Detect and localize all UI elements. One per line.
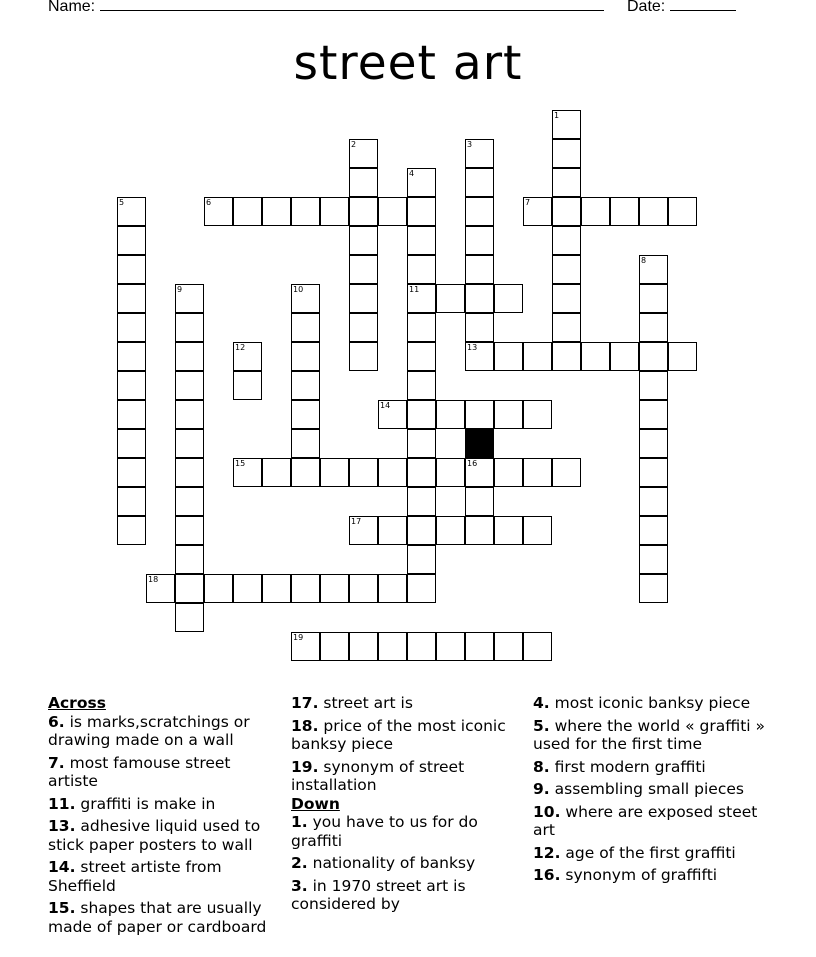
- grid-cell[interactable]: [552, 197, 581, 226]
- clue-number: 1: [554, 111, 560, 120]
- clue-number: 19: [293, 633, 304, 642]
- clue-number: 12: [235, 343, 246, 352]
- grid-cell[interactable]: [291, 342, 320, 371]
- clue-text: street art is: [318, 694, 413, 712]
- grid-cell[interactable]: [117, 400, 146, 429]
- grid-cell[interactable]: [117, 342, 146, 371]
- grid-cell[interactable]: [639, 342, 668, 371]
- clue-item: [533, 758, 769, 777]
- grid-cell[interactable]: [175, 284, 204, 313]
- grid-cell[interactable]: [349, 255, 378, 284]
- grid-cell[interactable]: [291, 400, 320, 429]
- clue-number: 17: [351, 517, 362, 526]
- clue-text: most famouse street artiste: [48, 753, 231, 790]
- grid-cell[interactable]: [320, 458, 349, 487]
- grid-cell[interactable]: [233, 371, 262, 400]
- grid-cell[interactable]: [233, 458, 262, 487]
- clue-item: [48, 713, 284, 750]
- clue-number: 18.: [291, 716, 319, 735]
- grid-cell[interactable]: [262, 458, 291, 487]
- grid-cell[interactable]: [175, 313, 204, 342]
- grid-cell[interactable]: [465, 284, 494, 313]
- grid-cell[interactable]: [349, 574, 378, 603]
- clue-item: [533, 694, 769, 713]
- grid-cell[interactable]: [407, 632, 436, 661]
- grid-cell[interactable]: [175, 400, 204, 429]
- clue-item: [291, 717, 525, 754]
- clue-number: 3: [467, 140, 473, 149]
- grid-cell[interactable]: [465, 487, 494, 516]
- grid-cell[interactable]: [436, 516, 465, 545]
- grid-cell[interactable]: [291, 429, 320, 458]
- grid-cell[interactable]: [465, 313, 494, 342]
- grid-cell[interactable]: [175, 545, 204, 574]
- down-heading: Down: [291, 794, 340, 813]
- clue-number: 16.: [533, 866, 561, 884]
- grid-cell[interactable]: [552, 255, 581, 284]
- clue-text: first modern graffiti: [549, 757, 706, 776]
- grid-cell[interactable]: [639, 458, 668, 487]
- grid-cell[interactable]: [407, 516, 436, 545]
- grid-cell[interactable]: [465, 226, 494, 255]
- grid-cell[interactable]: [320, 197, 349, 226]
- black-square: [465, 429, 494, 458]
- clue-number: 11: [409, 285, 420, 294]
- grid-cell[interactable]: [320, 632, 349, 661]
- grid-cell[interactable]: [465, 458, 494, 487]
- name-label: Name:: [48, 0, 96, 15]
- grid-cell[interactable]: [494, 400, 523, 429]
- grid-cell[interactable]: [262, 197, 291, 226]
- grid-cell[interactable]: [378, 458, 407, 487]
- clues-column-1: [48, 694, 284, 940]
- grid-cell[interactable]: [407, 226, 436, 255]
- clue-text: in 1970 street art is considered by: [291, 876, 466, 913]
- grid-cell[interactable]: [175, 429, 204, 458]
- clue-text: nationality of banksy: [307, 854, 476, 872]
- grid-cell[interactable]: [494, 342, 523, 371]
- grid-cell[interactable]: [378, 516, 407, 545]
- grid-cell[interactable]: [465, 139, 494, 168]
- grid-cell[interactable]: [233, 574, 262, 603]
- grid-cell[interactable]: [349, 284, 378, 313]
- clue-number: 8.: [533, 757, 550, 776]
- grid-cell[interactable]: [117, 487, 146, 516]
- grid-cell[interactable]: [552, 110, 581, 139]
- clue-text: synonym of street installation: [291, 757, 465, 794]
- grid-cell[interactable]: [291, 197, 320, 226]
- grid-cell[interactable]: [465, 632, 494, 661]
- grid-cell[interactable]: [204, 574, 233, 603]
- grid-cell[interactable]: [639, 487, 668, 516]
- clue-item: [533, 780, 769, 799]
- clue-number: 2.: [291, 854, 308, 872]
- grid-cell[interactable]: [465, 255, 494, 284]
- clue-number: 9: [177, 285, 183, 294]
- clue-number: 10: [293, 285, 304, 294]
- grid-cell[interactable]: [494, 284, 523, 313]
- clue-number: 17.: [291, 694, 319, 712]
- grid-cell[interactable]: [407, 487, 436, 516]
- grid-cell[interactable]: [639, 545, 668, 574]
- clue-number: 9.: [533, 780, 550, 798]
- grid-cell[interactable]: [175, 458, 204, 487]
- grid-cell[interactable]: [378, 574, 407, 603]
- grid-cell[interactable]: [610, 197, 639, 226]
- grid-cell[interactable]: [233, 342, 262, 371]
- grid-cell[interactable]: [639, 429, 668, 458]
- grid-cell[interactable]: [407, 458, 436, 487]
- clue-number: 4: [409, 169, 415, 178]
- grid-cell[interactable]: [175, 516, 204, 545]
- clue-number: 6: [206, 198, 212, 207]
- grid-cell[interactable]: [494, 516, 523, 545]
- grid-cell[interactable]: [552, 139, 581, 168]
- clue-text: where are exposed steet art: [533, 802, 758, 839]
- grid-cell[interactable]: [204, 197, 233, 226]
- grid-cell[interactable]: [349, 197, 378, 226]
- grid-cell[interactable]: [639, 197, 668, 226]
- grid-cell[interactable]: [465, 516, 494, 545]
- clue-number: 6.: [48, 712, 65, 731]
- grid-cell[interactable]: [407, 429, 436, 458]
- clue-number: 14.: [48, 858, 76, 876]
- grid-cell[interactable]: [407, 197, 436, 226]
- grid-cell[interactable]: [523, 342, 552, 371]
- clue-text: price of the most iconic banksy piece: [291, 716, 506, 753]
- grid-cell[interactable]: [668, 342, 697, 371]
- grid-cell[interactable]: [349, 313, 378, 342]
- grid-cell[interactable]: [117, 458, 146, 487]
- grid-cell[interactable]: [639, 574, 668, 603]
- clue-item: [291, 694, 525, 713]
- clue-text: synonym of graffifti: [560, 866, 718, 884]
- clues-column-2: [291, 694, 525, 918]
- clue-number: 1.: [291, 813, 308, 831]
- grid-cell[interactable]: [117, 516, 146, 545]
- grid-cell[interactable]: [610, 342, 639, 371]
- grid-cell[interactable]: [349, 458, 378, 487]
- grid-cell[interactable]: [436, 400, 465, 429]
- grid-cell[interactable]: [175, 574, 204, 603]
- clue-number: 4.: [533, 694, 550, 712]
- clue-number: 14: [380, 401, 391, 410]
- grid-cell[interactable]: [349, 168, 378, 197]
- grid-cell[interactable]: [407, 400, 436, 429]
- grid-cell[interactable]: [581, 342, 610, 371]
- clue-number: 10.: [533, 802, 561, 821]
- clue-text: where the world « graffiti » used for the first time: [533, 716, 766, 753]
- clue-text: street artiste from Sheffield: [48, 858, 222, 895]
- clue-number: 5.: [533, 716, 550, 735]
- grid-cell[interactable]: [465, 168, 494, 197]
- grid-cell[interactable]: [117, 313, 146, 342]
- grid-cell[interactable]: [291, 458, 320, 487]
- grid-cell[interactable]: [639, 371, 668, 400]
- clue-item: [533, 803, 769, 840]
- grid-cell[interactable]: [407, 342, 436, 371]
- clue-item: [291, 758, 525, 795]
- grid-cell[interactable]: [465, 197, 494, 226]
- grid-cell[interactable]: [175, 342, 204, 371]
- clue-number: 7.: [48, 753, 65, 772]
- clue-item: [291, 854, 525, 873]
- grid-cell[interactable]: [639, 516, 668, 545]
- grid-cell[interactable]: [117, 226, 146, 255]
- grid-cell[interactable]: [436, 458, 465, 487]
- clue-text: shapes that are usually made of paper or cardboard: [48, 899, 267, 936]
- grid-cell[interactable]: [378, 197, 407, 226]
- clue-text: you have to us for do graffiti: [291, 813, 478, 850]
- grid-cell[interactable]: [523, 516, 552, 545]
- grid-cell[interactable]: [639, 313, 668, 342]
- puzzle-title: street art: [293, 36, 523, 91]
- clue-number: 15: [235, 459, 246, 468]
- grid-cell[interactable]: [291, 371, 320, 400]
- grid-cell[interactable]: [552, 342, 581, 371]
- grid-cell[interactable]: [117, 284, 146, 313]
- clue-item: [291, 877, 525, 914]
- clue-number: 5: [119, 198, 125, 207]
- clue-item: [48, 817, 284, 854]
- clue-number: 12.: [533, 843, 561, 862]
- clue-number: 8: [641, 256, 647, 265]
- clue-number: 11.: [48, 794, 76, 813]
- grid-cell[interactable]: [117, 429, 146, 458]
- grid-cell[interactable]: [552, 458, 581, 487]
- grid-cell[interactable]: [349, 632, 378, 661]
- grid-cell[interactable]: [552, 313, 581, 342]
- clue-text: adhesive liquid used to stick paper posters to wall: [48, 817, 261, 854]
- date-label: Date:: [627, 0, 666, 15]
- grid-cell[interactable]: [349, 139, 378, 168]
- grid-cell[interactable]: [465, 400, 494, 429]
- clue-number: 19.: [291, 757, 319, 776]
- grid-cell[interactable]: [291, 574, 320, 603]
- grid-cell[interactable]: [407, 371, 436, 400]
- clue-item: [48, 795, 284, 814]
- grid-cell[interactable]: [175, 487, 204, 516]
- clue-number: 3.: [291, 876, 308, 895]
- clue-number: 13.: [48, 817, 76, 835]
- clue-item: [533, 717, 769, 754]
- grid-cell[interactable]: [436, 632, 465, 661]
- grid-cell[interactable]: [581, 197, 610, 226]
- clue-text: age of the first graffiti: [560, 843, 736, 862]
- clue-text: graffiti is make in: [75, 794, 216, 813]
- grid-cell[interactable]: [407, 313, 436, 342]
- clue-text: most iconic banksy piece: [549, 694, 751, 712]
- clue-item: [533, 866, 769, 885]
- across-heading: Across: [48, 694, 106, 712]
- grid-cell[interactable]: [523, 632, 552, 661]
- grid-cell[interactable]: [378, 632, 407, 661]
- grid-cell[interactable]: [523, 400, 552, 429]
- clue-number: 18: [148, 575, 159, 584]
- grid-cell[interactable]: [117, 371, 146, 400]
- grid-cell[interactable]: [291, 284, 320, 313]
- clue-number: 15.: [48, 899, 76, 917]
- grid-cell[interactable]: [407, 284, 436, 313]
- grid-cell[interactable]: [552, 168, 581, 197]
- clue-item: [48, 899, 284, 936]
- clue-number: 7: [525, 198, 531, 207]
- grid-cell[interactable]: [407, 574, 436, 603]
- grid-cell[interactable]: [233, 197, 262, 226]
- grid-cell[interactable]: [436, 284, 465, 313]
- grid-cell[interactable]: [378, 400, 407, 429]
- grid-cell[interactable]: [639, 400, 668, 429]
- grid-cell[interactable]: [117, 197, 146, 226]
- grid-cell[interactable]: [320, 574, 349, 603]
- grid-cell[interactable]: [349, 516, 378, 545]
- grid-cell[interactable]: [668, 197, 697, 226]
- grid-cell[interactable]: [146, 574, 175, 603]
- grid-cell[interactable]: [349, 226, 378, 255]
- grid-cell[interactable]: [639, 255, 668, 284]
- grid-cell[interactable]: [465, 342, 494, 371]
- grid-cell[interactable]: [494, 632, 523, 661]
- clue-text: is marks,scratchings or drawing made on a wall: [48, 712, 250, 749]
- grid-cell[interactable]: [349, 342, 378, 371]
- grid-cell[interactable]: [291, 313, 320, 342]
- grid-cell[interactable]: [494, 458, 523, 487]
- clue-number: 2: [351, 140, 357, 149]
- grid-cell[interactable]: [262, 574, 291, 603]
- grid-cell[interactable]: [523, 197, 552, 226]
- grid-cell[interactable]: [552, 284, 581, 313]
- grid-cell[interactable]: [291, 632, 320, 661]
- grid-cell[interactable]: [639, 284, 668, 313]
- clue-item: [533, 844, 769, 863]
- grid-cell[interactable]: [175, 603, 204, 632]
- clue-item: [48, 754, 284, 791]
- grid-cell[interactable]: [407, 255, 436, 284]
- clue-number: 16: [467, 459, 478, 468]
- grid-cell[interactable]: [407, 168, 436, 197]
- grid-cell[interactable]: [117, 255, 146, 284]
- clues-column-3: [533, 694, 769, 889]
- clue-number: 13: [467, 343, 478, 352]
- grid-cell[interactable]: [407, 545, 436, 574]
- grid-cell[interactable]: [175, 371, 204, 400]
- clue-item: [291, 813, 525, 850]
- grid-cell[interactable]: [552, 226, 581, 255]
- clue-text: assembling small pieces: [549, 780, 744, 798]
- grid-cell[interactable]: [523, 458, 552, 487]
- clue-item: [48, 858, 284, 895]
